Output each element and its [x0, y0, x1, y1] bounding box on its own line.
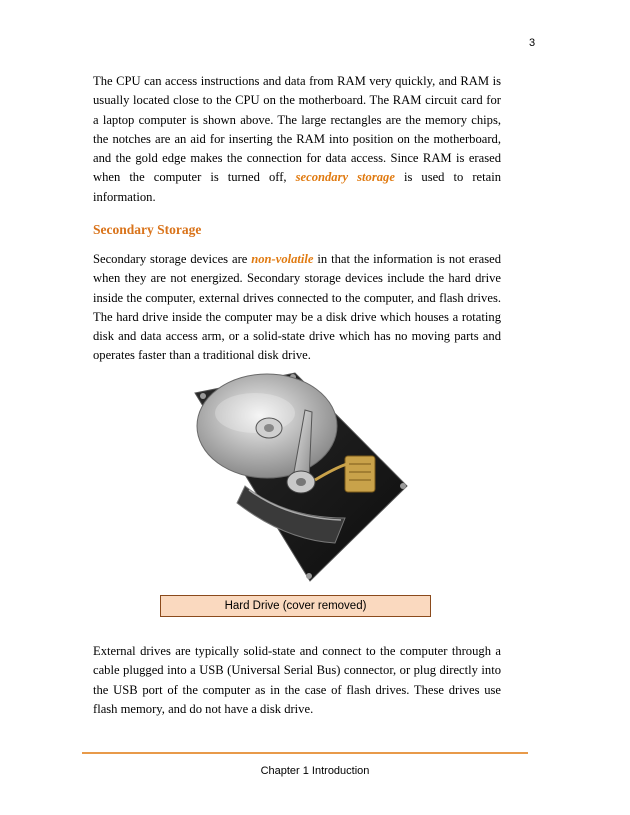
paragraph-ram-text: The CPU can access instructions and data from RAM very quickly, and RAM is usually located close to the CPU on the motherboard. The RAM circuit card for a laptop computer is shown above. The large rectangles are the memory chips, the notches are an aid for inserting the RAM into position on the motherboard, and the gold edge makes the connection for data access. Since RAM is erased when the computer is turned off, — [93, 74, 501, 185]
paragraph-external-drives: External drives are typically solid-state and connect to the computer through a cable plugged into a USB (Universal Serial Bus) connector, or plug directly into the USB port of the computer as in the case of flash drives. These drives use flash memory, and do not have a disk drive. — [93, 644, 501, 716]
paragraph-ram — [93, 72, 501, 207]
paragraph-ram-tail: is used to retain information. — [93, 170, 502, 204]
flex-connector — [345, 456, 375, 492]
platter-reflection — [215, 393, 295, 433]
screw-1 — [200, 393, 206, 399]
term-non-volatile: non-volatile — [251, 252, 314, 266]
paragraph-secondary-text: Secondary storage devices are — [93, 252, 252, 266]
paragraph-secondary-tail: in that the information is not erased when they are not energized. Secondary storage devices include the hard drive inside the computer, external drives connected to the computer, and flash drives. The hard drive inside the computer may be a disk drive which houses a rotating disk and data access arm, or a solid-state drive which has no moving parts and operates faster than a traditional disk drive. — [93, 252, 501, 363]
figure-caption: Hard Drive (cover removed) — [160, 595, 431, 617]
hard-drive-image — [175, 368, 415, 586]
actuator-pivot-center — [296, 478, 306, 486]
spindle-center — [264, 424, 274, 432]
paragraph-secondary-storage — [93, 250, 501, 366]
screw-3 — [400, 483, 406, 489]
screw-4 — [306, 573, 312, 579]
term-secondary-storage: secondary storage — [295, 170, 395, 185]
footer-divider — [82, 752, 528, 754]
chapter-footer: Chapter 1 Introduction — [260, 765, 370, 777]
page-number: 3 — [529, 37, 536, 49]
section-heading: Secondary Storage — [93, 222, 202, 237]
